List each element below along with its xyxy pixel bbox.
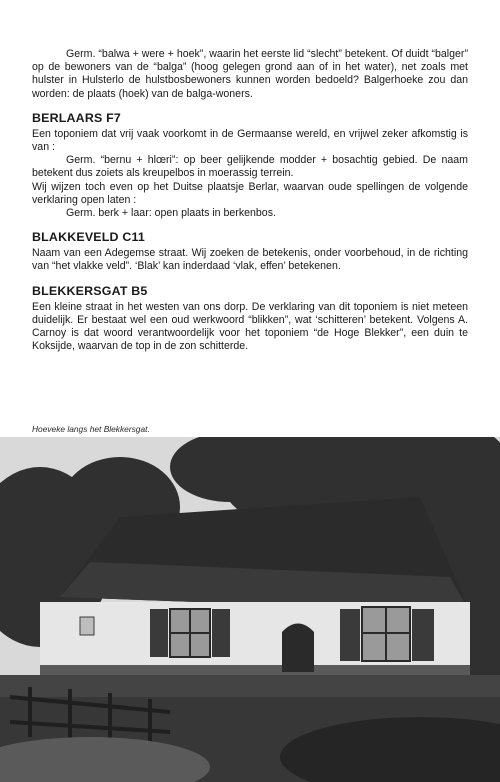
text-column	[32, 48, 468, 353]
photo-caption: Hoeveke langs het Blekkersgat.	[32, 424, 150, 434]
berlaars-paragraph-1: Een toponiem dat vrij vaak voorkomt in de Germaanse wereld, en vrijwel zeker afkomstig is van :	[32, 127, 468, 154]
blakkeveld-paragraph: Naam van een Adegemse straat. Wij zoeken de betekenis, onder voorbehoud, in de richting van “het vlakke veld”. ‘Blak’ kan inderdaad ‘vlak, effen’ betekenen.	[32, 247, 468, 273]
heading-blakkeveld: BLAKKEVELD C11	[32, 230, 145, 245]
farmhouse-photo	[0, 437, 500, 782]
heading-berlaars: BERLAARS F7	[32, 110, 121, 125]
farmhouse-illustration	[0, 437, 500, 782]
intro-paragraph: Germ. “balwa + were + hoek”, waarin het eerste lid “slecht” betekent. Of duidt “balger” op de bewoners van de “balga” (hoog gelegen grond aan of in het water), net zoals met hulster in Hulsterlo de hulstbosbewoners kunnen worden bedoeld? Balgerhoeke zou dan worden: de plaats (hoek) van de balga-woners.	[32, 48, 468, 100]
berlaars-paragraph-3: Wij wijzen toch even op het Duitse plaatsje Berlar, waarvan oude spellingen de volgende verklaring open laten :	[32, 180, 468, 206]
heading-blekkersgat: BLEKKERSGAT B5	[32, 283, 148, 298]
blekkersgat-paragraph: Een kleine straat in het westen van ons dorp. De verklaring van dit toponiem is niet meteen duidelijk. Er bestaat wel een oud werkwoord “blikken”, wat ‘schitteren’ betekent. Volgens A. Carnoy is dat woord verantwoordelijk voor het toponiem “de Hoge Blekker”, een duin te Koksijde, waarvan de top in de zon schitterde.	[32, 300, 468, 353]
berlaars-paragraph-2: Germ. “bernu + hlœri”: op beer gelijkende modder + bosachtig gebied. De naam betekent dus zoiets als kreupelbos in moerassig terrein.	[32, 154, 468, 180]
berlaars-paragraph-4: Germ. berk + laar: open plaats in berkenbos.	[66, 207, 276, 220]
